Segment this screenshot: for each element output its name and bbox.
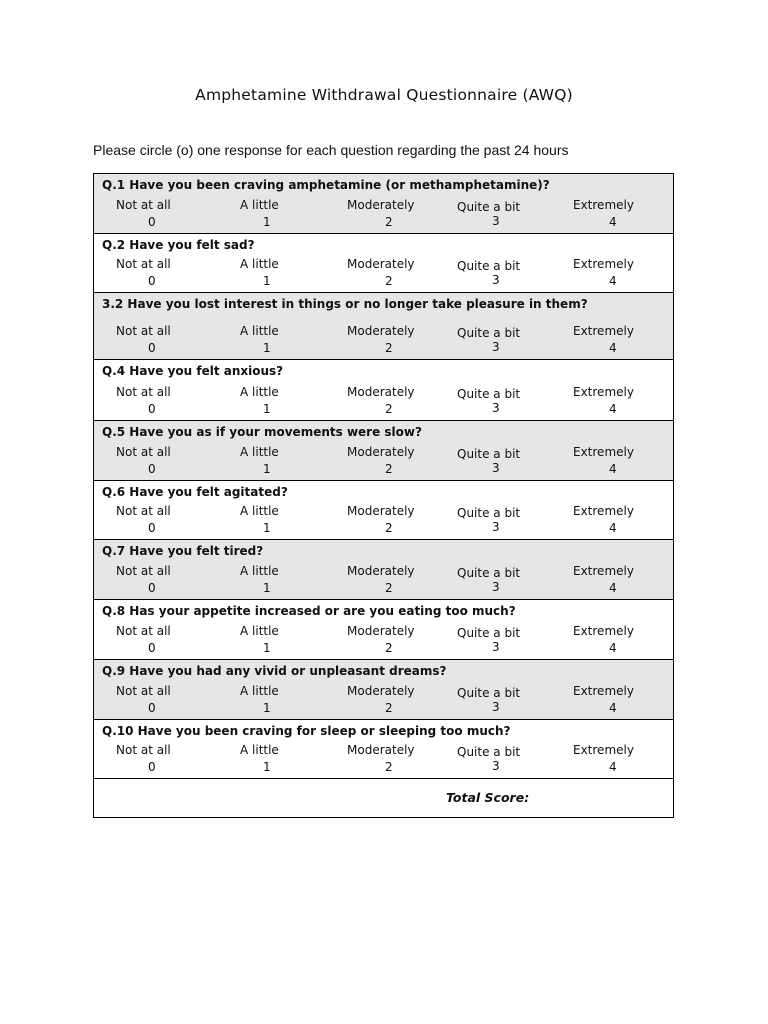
option-label: Quite a bit — [457, 447, 521, 461]
question-row-9 — [94, 660, 673, 720]
option-value: 1 — [263, 701, 271, 715]
option-value: 4 — [609, 701, 617, 715]
option-label: A little — [240, 684, 279, 698]
option-label: A little — [240, 504, 279, 518]
option-label: Moderately — [347, 385, 415, 399]
option-value: 1 — [263, 521, 271, 535]
option-value: 3 — [492, 461, 500, 475]
option-label: A little — [240, 257, 279, 271]
option-value: 3 — [492, 214, 500, 228]
question-text: Q.1 Have you been craving amphetamine (or methamphetamine)? — [102, 178, 550, 192]
option-value: 1 — [263, 341, 271, 355]
instructions-text: Please circle (o) one response for each question regarding the past 24 hours — [93, 142, 569, 158]
option-value: 4 — [609, 521, 617, 535]
option-label: Quite a bit — [457, 566, 521, 580]
option-value: 2 — [385, 641, 393, 655]
option-value: 4 — [609, 581, 617, 595]
option-label: A little — [240, 743, 279, 757]
option-label: Not at all — [116, 504, 171, 518]
question-row-10 — [94, 720, 673, 779]
option-label: Quite a bit — [457, 326, 521, 340]
option-value: 2 — [385, 521, 393, 535]
option-value: 1 — [263, 274, 271, 288]
option-label: Extremely — [573, 198, 634, 212]
option-label: Not at all — [116, 624, 171, 638]
option-label: Extremely — [573, 684, 634, 698]
question-text: Q.5 Have you as if your movements were slow? — [102, 425, 422, 439]
option-label: Not at all — [116, 445, 171, 459]
option-value: 1 — [263, 760, 271, 774]
option-value: 4 — [609, 760, 617, 774]
option-value: 1 — [263, 402, 271, 416]
question-row-8 — [94, 600, 673, 660]
option-value: 0 — [148, 274, 156, 288]
option-value: 0 — [148, 402, 156, 416]
option-value: 0 — [148, 462, 156, 476]
question-row-7 — [94, 540, 673, 600]
option-value: 2 — [385, 760, 393, 774]
total-score-row — [94, 779, 673, 817]
option-value: 2 — [385, 581, 393, 595]
option-label: Moderately — [347, 324, 415, 338]
option-value: 2 — [385, 462, 393, 476]
option-label: Extremely — [573, 385, 634, 399]
option-value: 1 — [263, 462, 271, 476]
option-label: Quite a bit — [457, 745, 521, 759]
option-label: Not at all — [116, 385, 171, 399]
option-value: 2 — [385, 215, 393, 229]
option-label: Not at all — [116, 564, 171, 578]
option-label: Extremely — [573, 743, 634, 757]
option-value: 2 — [385, 341, 393, 355]
option-value: 0 — [148, 701, 156, 715]
question-row-3 — [94, 293, 673, 360]
option-label: Quite a bit — [457, 387, 521, 401]
option-label: Quite a bit — [457, 686, 521, 700]
option-label: Not at all — [116, 684, 171, 698]
option-label: Moderately — [347, 504, 415, 518]
option-label: Not at all — [116, 324, 171, 338]
question-text: Q.10 Have you been craving for sleep or sleeping too much? — [102, 724, 511, 738]
option-value: 0 — [148, 581, 156, 595]
option-value: 0 — [148, 521, 156, 535]
option-label: Quite a bit — [457, 259, 521, 273]
option-value: 3 — [492, 340, 500, 354]
option-value: 1 — [263, 581, 271, 595]
total-score-label: Total Score: — [446, 790, 530, 805]
option-label: Extremely — [573, 445, 634, 459]
question-row-1 — [94, 174, 673, 234]
option-label: Moderately — [347, 564, 415, 578]
option-value: 0 — [148, 215, 156, 229]
option-value: 1 — [263, 641, 271, 655]
option-label: Extremely — [573, 564, 634, 578]
option-label: A little — [240, 624, 279, 638]
option-value: 4 — [609, 341, 617, 355]
option-value: 2 — [385, 274, 393, 288]
option-label: A little — [240, 198, 279, 212]
question-row-4 — [94, 360, 673, 421]
questionnaire-form — [93, 173, 674, 818]
option-label: A little — [240, 564, 279, 578]
question-text: Q.2 Have you felt sad? — [102, 238, 255, 252]
option-label: Extremely — [573, 624, 634, 638]
question-text: Q.7 Have you felt tired? — [102, 544, 264, 558]
option-value: 0 — [148, 341, 156, 355]
option-label: Extremely — [573, 324, 634, 338]
option-value: 1 — [263, 215, 271, 229]
option-value: 3 — [492, 520, 500, 534]
option-value: 3 — [492, 640, 500, 654]
option-label: Moderately — [347, 257, 415, 271]
option-label: A little — [240, 324, 279, 338]
option-value: 0 — [148, 641, 156, 655]
option-label: Quite a bit — [457, 200, 521, 214]
option-label: A little — [240, 385, 279, 399]
page-title: Amphetamine Withdrawal Questionnaire (AWQ) — [195, 86, 573, 104]
option-value: 3 — [492, 759, 500, 773]
option-value: 4 — [609, 215, 617, 229]
question-text: Q.4 Have you felt anxious? — [102, 364, 284, 378]
option-value: 4 — [609, 402, 617, 416]
option-value: 4 — [609, 462, 617, 476]
option-label: Moderately — [347, 624, 415, 638]
question-row-2 — [94, 234, 673, 293]
question-row-5 — [94, 421, 673, 481]
option-label: Moderately — [347, 198, 415, 212]
option-value: 4 — [609, 274, 617, 288]
question-text: Q.6 Have you felt agitated? — [102, 485, 288, 499]
option-label: Quite a bit — [457, 506, 521, 520]
option-label: Quite a bit — [457, 626, 521, 640]
option-label: Not at all — [116, 743, 171, 757]
option-value: 2 — [385, 701, 393, 715]
question-text: 3.2 Have you lost interest in things or no longer take pleasure in them? — [102, 297, 588, 311]
option-value: 3 — [492, 700, 500, 714]
option-value: 3 — [492, 580, 500, 594]
option-label: Extremely — [573, 504, 634, 518]
option-value: 0 — [148, 760, 156, 774]
option-label: Not at all — [116, 198, 171, 212]
question-row-6 — [94, 481, 673, 540]
option-value: 2 — [385, 402, 393, 416]
question-text: Q.9 Have you had any vivid or unpleasant dreams? — [102, 664, 447, 678]
question-text: Q.8 Has your appetite increased or are you eating too much? — [102, 604, 516, 618]
option-value: 3 — [492, 401, 500, 415]
option-value: 3 — [492, 273, 500, 287]
option-label: A little — [240, 445, 279, 459]
option-label: Moderately — [347, 684, 415, 698]
option-label: Moderately — [347, 743, 415, 757]
option-label: Not at all — [116, 257, 171, 271]
option-value: 4 — [609, 641, 617, 655]
option-label: Moderately — [347, 445, 415, 459]
option-label: Extremely — [573, 257, 634, 271]
